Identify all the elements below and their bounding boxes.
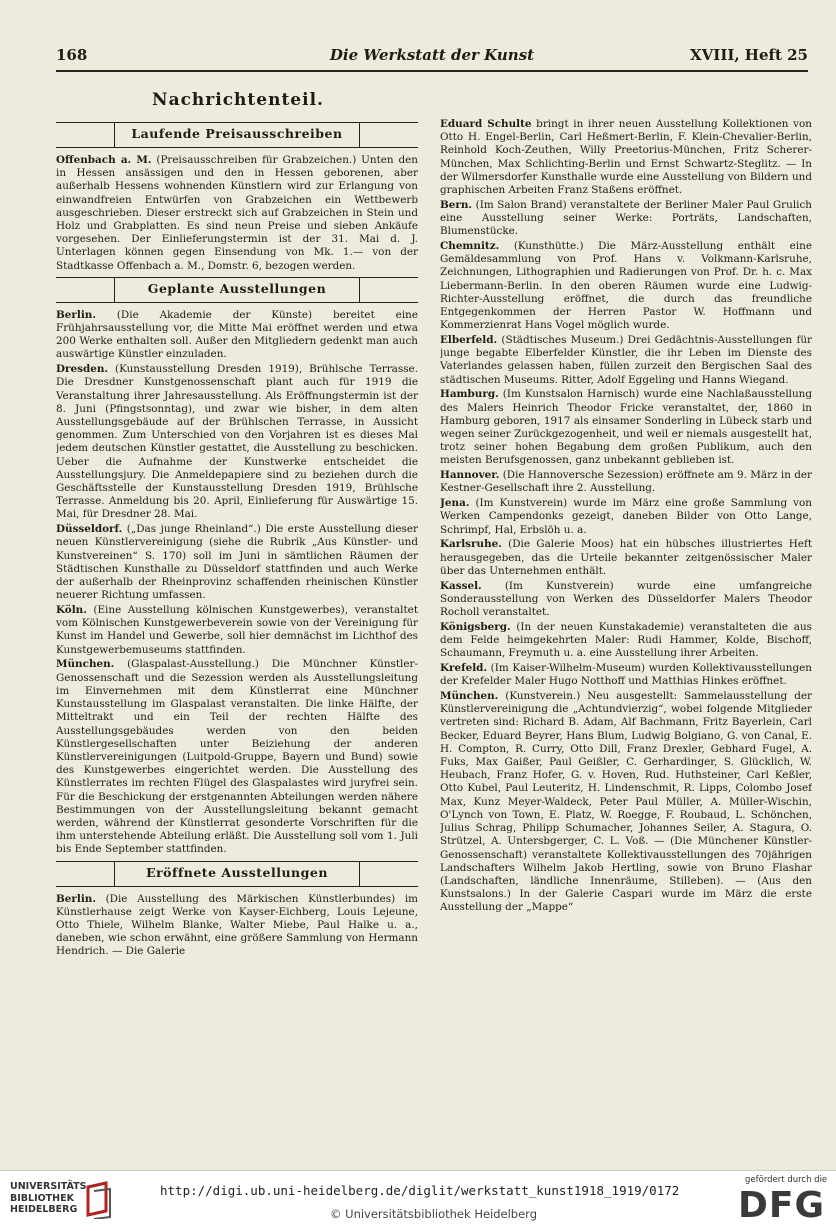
copyright-notice: © Universitätsbibliothek Heidelberg (330, 1207, 538, 1221)
dfg-logo: DFG (738, 1185, 826, 1226)
news-item: Chemnitz. (Kunsthütte.) Die März-Ausstellung enthält eine Gemäldesammlung von Prof. Hans v. Volkmann-Karlsruhe, Zeichnungen, Lithographien und Radierungen von Prof. Dr. h. c. Max Liebermann-Berlin. In den oberen Räumen wurde eine Ludwig-Richter-Ausstellung eröffnet, die durch das freundliche Entgegenkommen der Herren Pastor W. Hoffmann und Kommerzienrat Hans Vogel möglich wurde. (440, 240, 812, 332)
main-title: Nachrichtenteil. (152, 90, 324, 110)
library-logo-icon (84, 1181, 114, 1219)
right-column (440, 118, 812, 1162)
news-item: Köln. (Eine Ausstellung kölnischen Kunstgewerbes), veranstaltet vom Kölnischen Kunstgewerbeverein sowie von der Vereinigung für Kunst im Handel und Gewerbe, soll hier demnächst im Lichthof des Kunstgewerbemuseums stattfinden. (56, 604, 418, 656)
section-heading-geplante (56, 277, 418, 303)
news-item: Dresden. (Kunstausstellung Dresden 1919), Brühlsche Terrasse. Die Dresdner Kunstgenossenschaft plant auch für 1919 die Veranstaltung ihrer Jahresausstellung. Als Eröffnungstermin ist der 8. Juni (Pfingstsonntag), und zwar wie bisher, in dem alten Ausstellungsgebäude auf der Brühlschen Terrasse, in Aussicht genommen. Zum Unterschied von den Vorjahren ist es dieses Mal jedem deutschen Künstler gestattet, die Ausstellung zu beschicken. Ueber die Aufnahme der Kunstwerke entscheidet die Ausstellungsjury. Die Anmeldepapiere sind zu beziehen durch die Geschäftsstelle der Kunstausstellung Dresden 1919, Brühlsche Terrasse. Anmeldung bis 20. April, Einlieferung für Auswärtige 15. Mai, für Dresdner 28. Mai. (56, 363, 418, 521)
section-title: Laufende Preisausschreiben (131, 126, 343, 141)
news-item: Offenbach a. M. (Preisausschreiben für Grabzeichen.) Unten den in Hessen ansässigen und den in Hessen geborenen, aber außerhalb Hessens wohnenden Künstlern wird zur Erlangung von einwandfreien Entwürfen von Grabzeichen ein Wettbewerb ausgeschrieben. Dieser erstreckt sich auf Grabzeichen in Stein und Holz und Grabplatten. Es sind neun Preise und sieben Ankäufe vorgesehen. Der Einlieferungstermin ist der 31. Mai d. J. Unterlagen können gegen Einsendung von Mk. 1.— von der Stadtkasse Offenbach a. M., Domstr. 6, bezogen werden. (56, 154, 418, 272)
news-item: München. (Kunstverein.) Neu ausgestellt: Sammelausstellung der Künstlervereinigung die „Achtundvierzig“, wobei folgende Mitglieder vertreten sind: Richard B. Adam, Alf Bachmann, Fritz Bayerlein, Carl Becker, Eduard Beyrer, Hans Blum, Ludwig Bolgiano, G. von Canal, E. H. Compton, R. Curry, Otto Dill, Franz Drexler, Gebhard Fugel, A. Fuks, Max Gaißer, Paul Geißler, C. Gerhardinger, S. Glücklich, W. Heubach, Franz Hofer, G. v. Hoven, Rud. Huthsteiner, Carl Keßler, Otto Kubel, Paul Leuteritz, H. Lindenschmit, R. Lipps, Colombo Josef Max, Kunz Meyer-Waldeck, Peter Paul Müller, A. Müller-Wischin, O'Lynch von Town, E. Platz, W. Roegge, F. Roubaud, L. Schönchen, Julius Schrag, Philipp Schumacher, Johannes Seiler, A. Stagura, O. Strützel, A. Untersbgerger, C. L. Voß. — (Die Münchener Künstler-Genossenschaft) veranstaltete Kollektivausstellungen des 70jährigen Landschafters Wilhelm Jakob Hertling, sowie von Bruno Flashar (Landschaften, ländliche Innenräume, Stilleben). — (Aus den Kunstsalons.) In der Galerie Caspari wurde im März die erste Ausstellung der „Mappe“ (440, 690, 812, 914)
news-item: München. (Glaspalast-Ausstellung.) Die Münchner Künstler-Genossenschaft und die Sezession werden als Ausstellungsleitung im Einvernehmen mit dem Künstlerrat eine Münchner Kunstausstellung im Glaspalast veranstalten. Die linke Hälfte, der Mitteltrakt und ein Teil der rechten Hälfte des Ausstellungsgebäudes werden von den beiden Künstlergesellschaften unter Beiziehung der anderen Künstlervereinigungen (Luitpold-Gruppe, Bayern und Bund) sowie des Kunstgewerbes eingerichtet werden. Die Ausstellung des Künstlerrates im rechten Flügel des Glaspalastes wird juryfrei sein. Für die Beschickung der erstgenannten Abteilungen werden nähere Bestimmungen von der Ausstellungsleitung bekannt gemacht werden, während der Künstlerrat gesonderte Vorschriften für die ihm unterstehende Abteilung erläßt. Die Ausstellung soll vom 1. Juli bis Ende September stattfinden. (56, 658, 418, 856)
section-title: Geplante Ausstellungen (147, 280, 327, 296)
news-item: Bern. (Im Salon Brand) veranstaltete der Berliner Maler Paul Grulich eine Ausstellung seiner Werke: Porträts, Landschaften, Blumenstücke. (440, 198, 812, 238)
section-title: Eröffnete Ausstellungen (146, 864, 328, 880)
running-header (56, 46, 808, 68)
news-item: Berlin. (Die Ausstellung des Märkischen Künstlerbundes) im Künstlerhause zeigt Werke von Kayser-Eichberg, Louis Lejeune, Otto Thiele, Wilhelm Blanke, Walter Miebe, Paul Halke u. a., daneben, wie schon erwähnt, eine größere Sammlung von Hermann Hendrich. — Die Galerie (56, 892, 418, 958)
volume-issue: XVIII, Heft 25 (690, 46, 808, 64)
news-item: Düsseldorf. („Das junge Rheinland“.) Die erste Ausstellung dieser neuen Künstlervereinigung (siehe die Rubrik „Aus Künstler- und Kunstvereinen“ S. 170) soll im Juni in sämtlichen Räumen der Städtischen Kunsthalle zu Düsseldorf stattfinden und auch Werke der außerhalb der Rheinprovinz schaffenden rheinischen Künstler neuerer Richtung umfassen. (56, 523, 418, 602)
news-item: Jena. (Im Kunstverein) wurde im März eine große Sammlung von Werken Campendonks gezeigt, daneben Bilder von Otto Lange, Schrimpf, Hal, Erbslöh u. a. (440, 497, 812, 536)
permalink-url[interactable]: http://digi.ub.uni-heidelberg.de/diglit/werkstatt_kunst1918_1919/0172 (160, 1183, 680, 1198)
news-item: Elberfeld. (Städtisches Museum.) Drei Gedächtnis-Ausstellungen für junge begabte Elberfelder Künstler, die ihr Leben im Dienste des Vaterlandes gelassen haben, füllen zurzeit den Bergischen Saal des städtischen Museums. Ritter, Adolf Eggeling und Hanns Wiegand. (440, 334, 812, 386)
news-item: Eduard Schulte bringt in ihrer neuen Ausstellung Kollektionen von Otto H. Engel-Berlin, Carl Heßmert-Berlin, F. Klein-Chevalier-Berlin, Reinhold Koch-Zeuthen, Willy Preetorius-München, Fritz Scherer-München, Max Schlichting-Berlin und Ernst Schwartz-Steglitz. — In der Wilmersdorfer Kunsthalle wurde eine Ausstellung von Bildern und graphischen Arbeiten Franz Staßens eröffnet. (440, 118, 812, 197)
news-item: Karlsruhe. (Die Galerie Moos) hat ein hübsches illustriertes Heft herausgegeben, das die Urteile bekannter zeitgenössischer Maler über das Unternehmen enthält. (440, 538, 812, 577)
news-item: Königsberg. (In der neuen Kunstakademie) veranstalteten die aus dem Felde heimgekehrten Maler: Rudi Hammer, Kolde, Bischoff, Schaumann, Freymuth u. a. eine Ausstellung ihrer Arbeiten. (440, 620, 812, 660)
section-heading-eroeffnete (56, 861, 418, 887)
library-logo: UNIVERSITÄTS- BIBLIOTHEK HEIDELBERG (10, 1181, 91, 1215)
left-column (56, 118, 418, 1162)
news-item: Krefeld. (Im Kaiser-Wilhelm-Museum) wurden Kollektivausstellungen der Krefelder Maler Hugo Notthoff und Matthias Hinkes eröffnet. (440, 662, 812, 688)
news-item: Hannover. (Die Hannoversche Sezession) eröffnete am 9. März in der Kestner-Gesellschaft ihre 2. Ausstellung. (440, 469, 812, 495)
news-item: Berlin. (Die Akademie der Künste) bereitet eine Frühjahrsausstellung vor, die Mitte Mai eröffnet werden und etwa 200 Werke enthalten soll. Außer den Mitgliedern gedenkt man auch auswärtige Künstler einzuladen. (56, 308, 418, 361)
header-rule (56, 70, 808, 72)
section-heading-laufende (56, 122, 418, 148)
news-item: Kassel. (Im Kunstverein) wurde eine umfangreiche Sonderausstellung von Werken des Düsseldorfer Malers Theodor Rocholl veranstaltet. (440, 579, 812, 619)
journal-title: Die Werkstatt der Kunst (329, 46, 535, 64)
viewer-footer (0, 1170, 836, 1231)
page-number: 168 (56, 46, 88, 64)
funded-by-label: gefördert durch die (745, 1175, 828, 1185)
news-item: Hamburg. (Im Kunstsalon Harnisch) wurde eine Nachlaßausstellung des Malers Heinrich Theodor Fricke veranstaltet, der, 1860 in Hamburg geboren, 1917 als einsamer Sonderling in Lübeck starb und wegen seiner Zurückgezogenheit, und weil er niemals ausgestellt hat, trotz seiner hohen Begabung dem großen Publikum, auch den meisten Berufsgenossen, ganz unbekannt geblieben ist. (440, 388, 812, 467)
